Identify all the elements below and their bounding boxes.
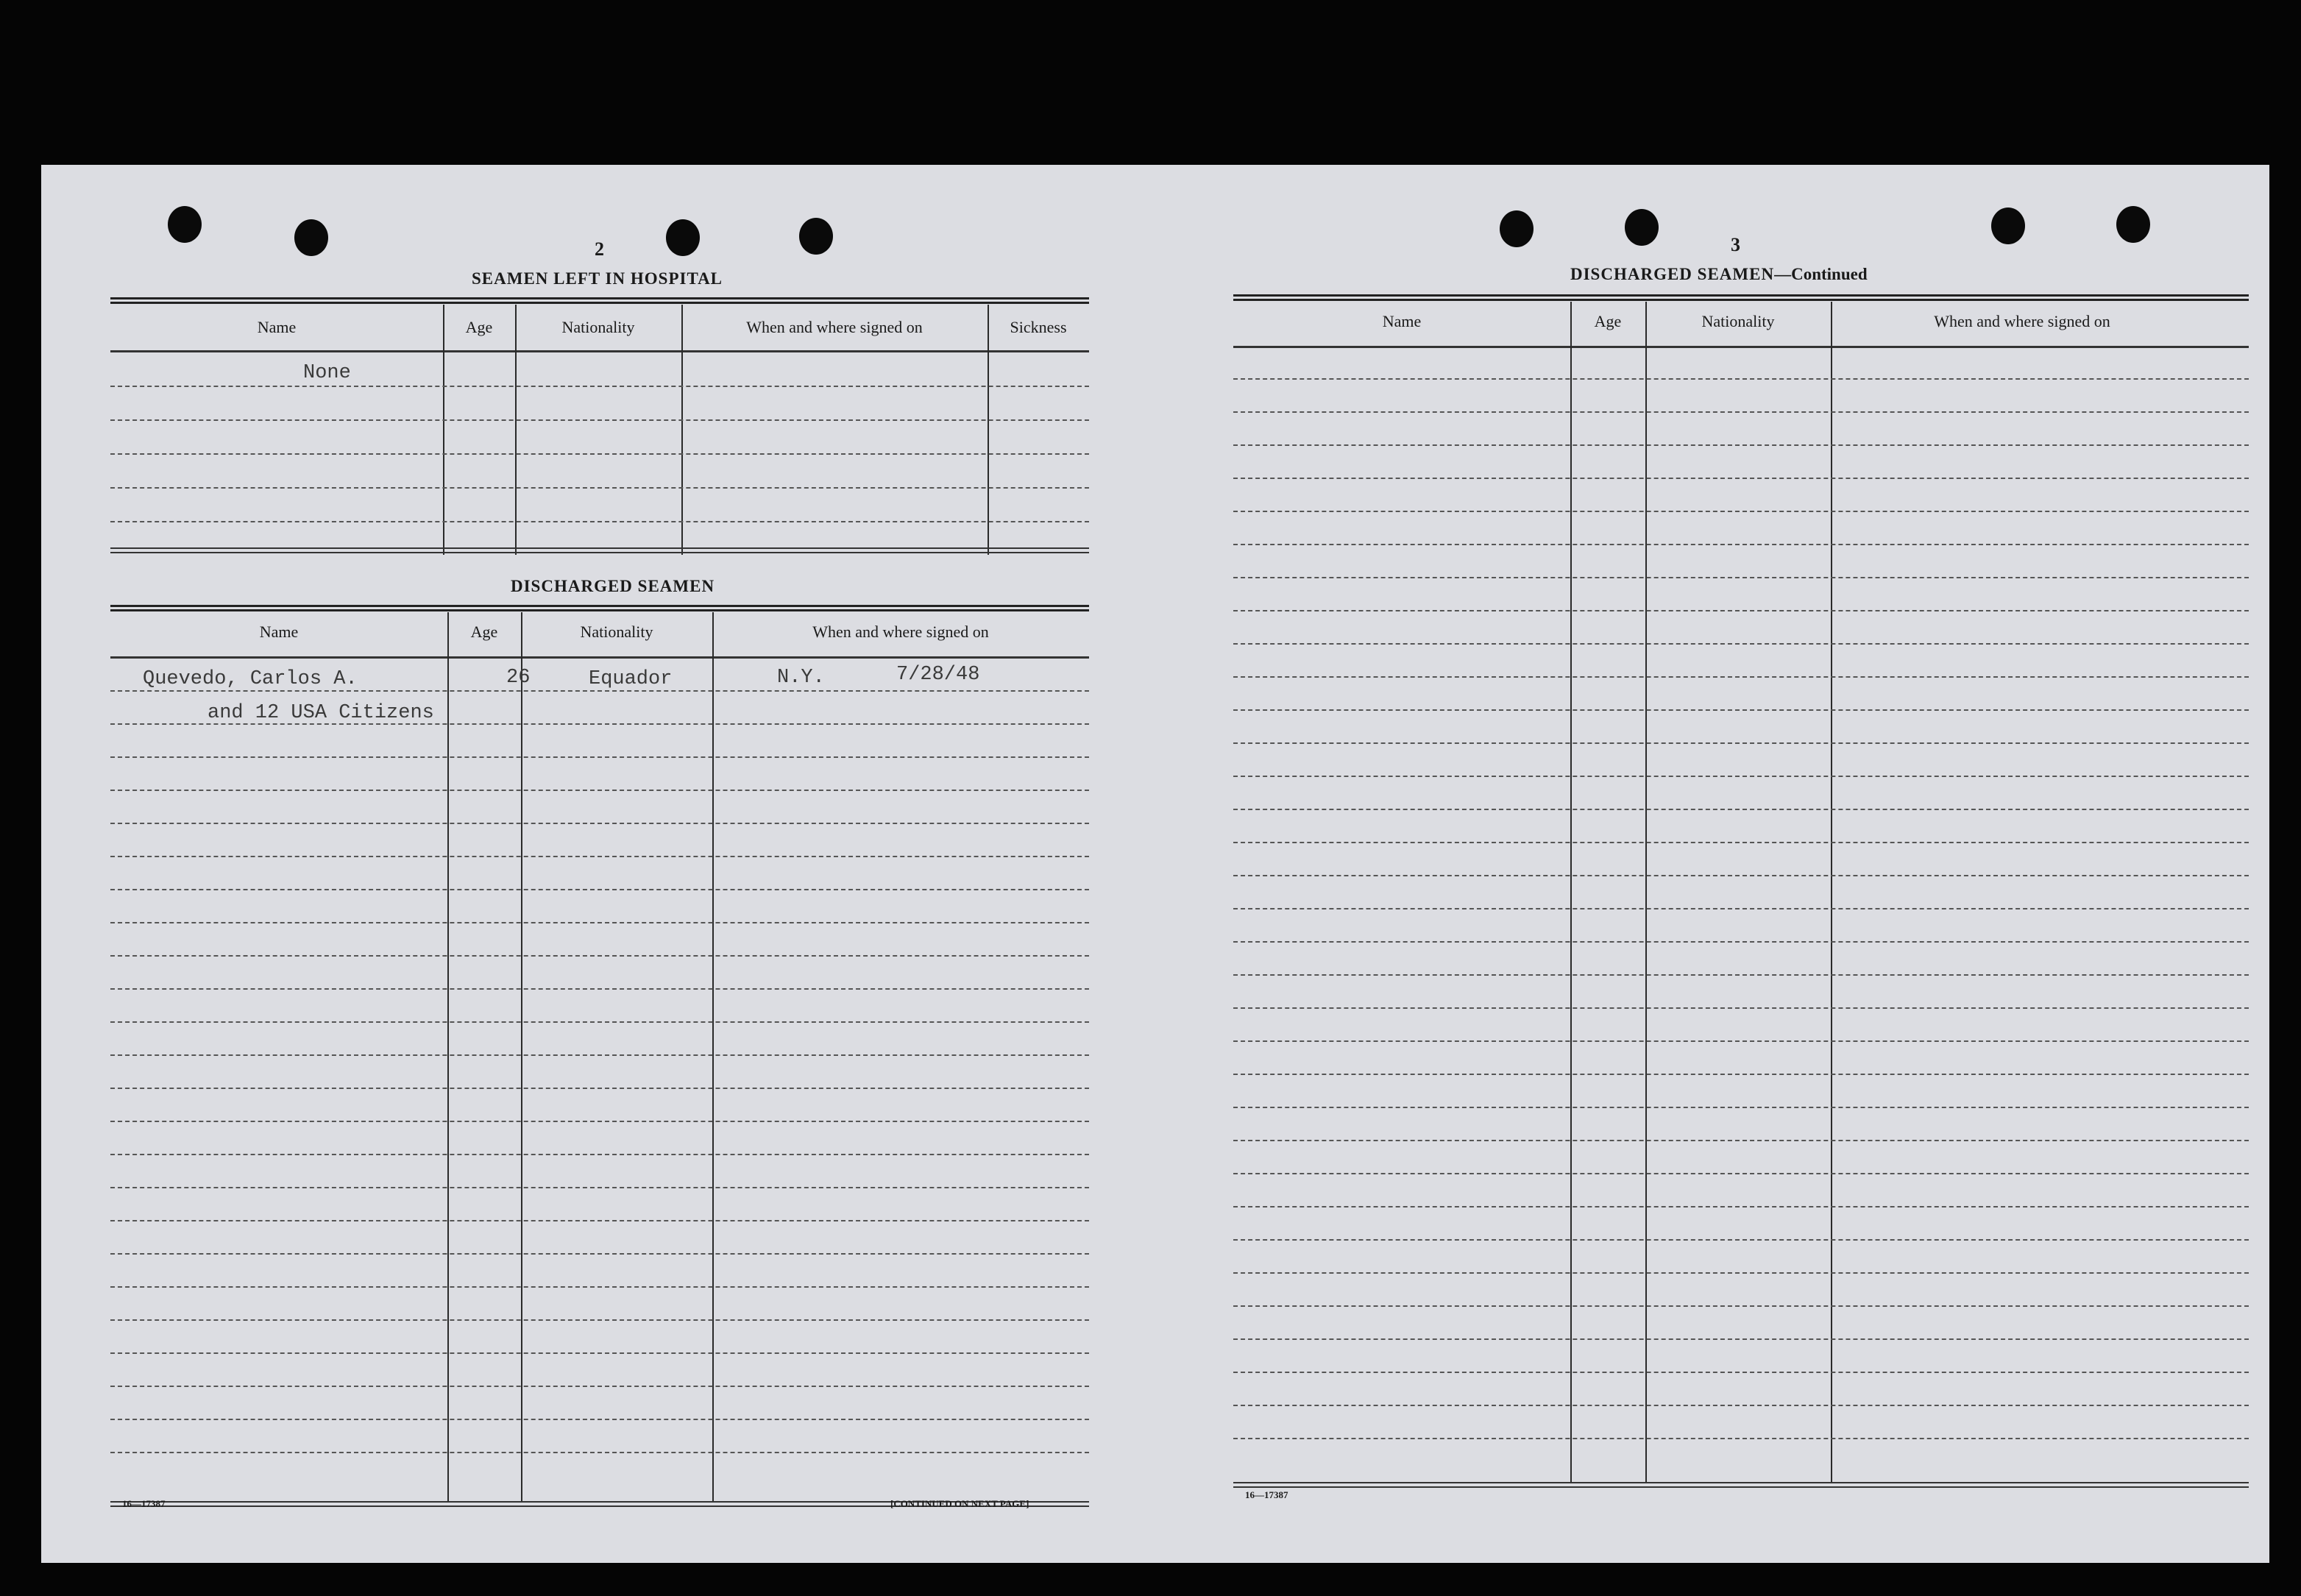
table-rule-line (110, 1054, 1089, 1056)
continued-suffix: —Continued (1774, 265, 1868, 283)
table-rule-line (1233, 709, 2249, 711)
col-header-name: Name (259, 623, 299, 641)
seaman-nationality: Equador (589, 668, 673, 690)
table-rule-line (1233, 1140, 2249, 1141)
seaman-signed-date: 7/28/48 (896, 664, 980, 686)
discharged-table (110, 605, 1089, 1505)
discharged-continued-table (1233, 294, 2249, 1498)
table-rule-line (1233, 676, 2249, 678)
table-rule-line (1233, 1074, 2249, 1075)
col-header-nationality: Nationality (580, 623, 653, 641)
table-rule-line (110, 690, 1089, 692)
table-rule-line (1233, 511, 2249, 512)
seaman-signed-place: N.Y. (777, 667, 825, 689)
table-rule-line (110, 1352, 1089, 1354)
table-rule-line (110, 1021, 1089, 1023)
table-rule-line (110, 1220, 1089, 1221)
col-header-sickness: Sickness (1010, 318, 1067, 336)
table-rule-line (1233, 1206, 2249, 1207)
table-rule-line (1233, 643, 2249, 645)
table-rule-line (1233, 809, 2249, 810)
col-header-name: Name (257, 318, 297, 336)
discharged-section-title: DISCHARGED SEAMEN (511, 577, 715, 595)
col-header-age: Age (1594, 312, 1622, 330)
col-header-nationality: Nationality (561, 318, 635, 336)
seaman-name: Quevedo, Carlos A. (143, 668, 358, 690)
col-header-age: Age (470, 623, 498, 641)
form-number-left: 16—17387 (122, 1498, 166, 1509)
table-rule-line (1233, 941, 2249, 943)
table-rule-line (110, 988, 1089, 990)
col-header-nationality: Nationality (1701, 312, 1775, 330)
table-rule-line (110, 1319, 1089, 1321)
punch-hole (1625, 209, 1659, 246)
table-rule-line (1233, 1338, 2249, 1340)
punch-hole (1991, 208, 2025, 244)
form-sheet (41, 165, 2269, 1563)
table-rule-line (1233, 1272, 2249, 1274)
continued-note: [CONTINUED ON NEXT PAGE] (890, 1498, 1029, 1509)
page-number-left: 2 (595, 238, 604, 260)
table-rule-line (1233, 776, 2249, 777)
hospital-entry-name: None (303, 362, 351, 384)
table-rule-line (1233, 1239, 2249, 1241)
table-rule-line (1233, 1173, 2249, 1174)
seaman-age: 26 (506, 667, 531, 689)
table-rule-line (110, 1088, 1089, 1089)
punch-hole (168, 206, 202, 243)
table-rule-line (1233, 908, 2249, 909)
table-rule-line (110, 790, 1089, 791)
col-header-signed-on: When and where signed on (812, 623, 989, 641)
punch-hole (666, 219, 700, 256)
table-rule-line (1233, 1305, 2249, 1307)
table-rule-line (1233, 478, 2249, 479)
punch-hole (294, 219, 328, 256)
table-rule-line (110, 1154, 1089, 1155)
table-rule-line (1233, 1107, 2249, 1108)
table-rule-line (1233, 610, 2249, 611)
seaman-name-continuation: and 12 USA Citizens (208, 702, 434, 724)
discharged-title-text: DISCHARGED SEAMEN (1570, 265, 1775, 283)
table-rule-line (110, 889, 1089, 890)
col-header-signed-on: When and where signed on (746, 318, 923, 336)
table-rule-line (110, 1452, 1089, 1453)
hospital-section-title: SEAMEN LEFT IN HOSPITAL (472, 269, 723, 288)
table-rule-line (110, 1187, 1089, 1188)
table-rule-line (110, 823, 1089, 824)
table-rule-line (1233, 875, 2249, 876)
table-rule-line (1233, 444, 2249, 446)
table-rule-line (1233, 974, 2249, 976)
table-rule-line (1233, 577, 2249, 578)
col-header-age: Age (465, 318, 493, 336)
table-rule-line (1233, 742, 2249, 744)
table-rule-line (1233, 378, 2249, 380)
punch-hole (799, 218, 833, 255)
table-rule-line (1233, 1405, 2249, 1406)
col-header-name: Name (1382, 312, 1422, 330)
table-rule-line (1233, 1438, 2249, 1439)
table-rule-line (1233, 411, 2249, 413)
table-rule-line (1233, 1372, 2249, 1373)
page-number-right: 3 (1731, 234, 1740, 255)
table-rule-line (110, 856, 1089, 857)
table-rule-line (1233, 842, 2249, 843)
table-rule-line (1233, 544, 2249, 545)
form-number-right: 16—17387 (1245, 1489, 1288, 1500)
table-rule-line (1233, 1007, 2249, 1009)
hospital-table (110, 297, 1089, 555)
punch-hole (2116, 206, 2150, 243)
table-rule-line (110, 922, 1089, 923)
table-rule-line (110, 1386, 1089, 1387)
table-rule-line (110, 955, 1089, 957)
table-rule-line (110, 1419, 1089, 1420)
table-rule-line (110, 1253, 1089, 1255)
table-rule-line (110, 756, 1089, 758)
punch-hole (1500, 210, 1534, 247)
col-header-signed-on: When and where signed on (1934, 312, 2110, 330)
table-rule-line (110, 1121, 1089, 1122)
table-rule-line (110, 1286, 1089, 1288)
table-rule-line (1233, 1040, 2249, 1042)
discharged-continued-title (1570, 265, 1868, 284)
